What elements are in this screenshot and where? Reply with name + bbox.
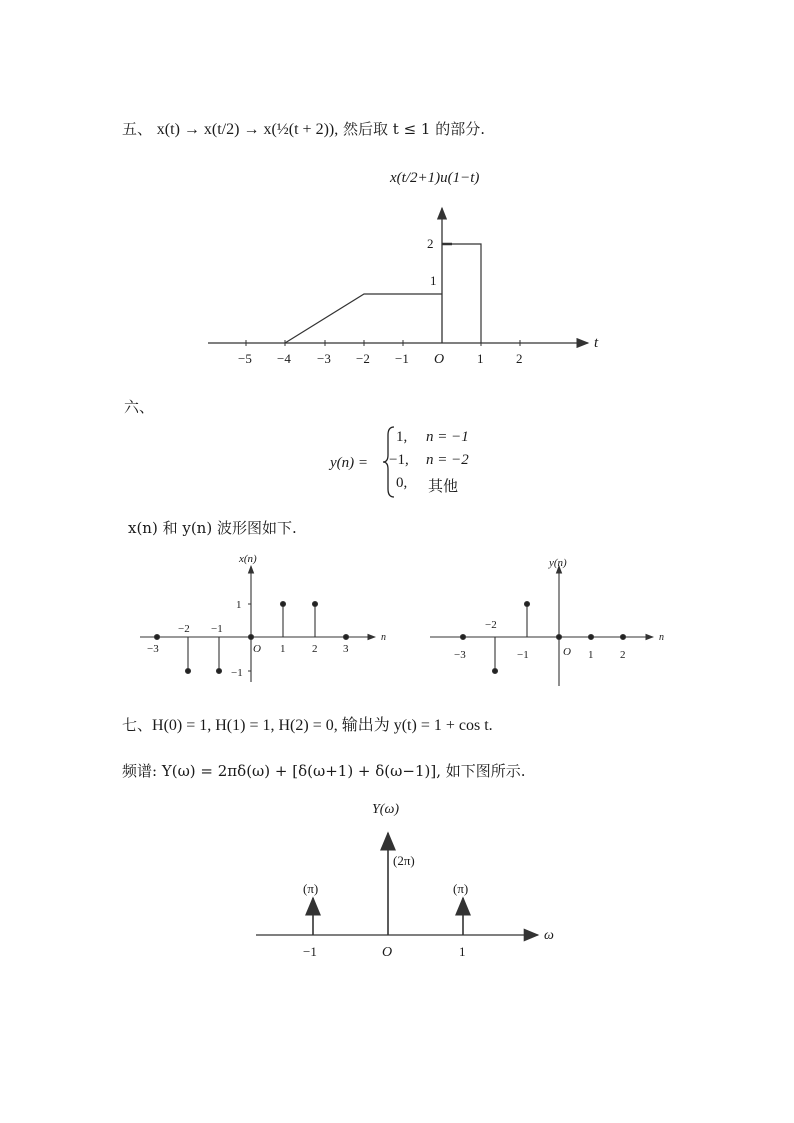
stem-dot: [525, 602, 530, 607]
fig1-xtick: −2: [356, 351, 370, 366]
yn-tick: 2: [620, 649, 626, 661]
spectrum-xlabel: ω: [544, 928, 554, 943]
section6-heading: 六、: [124, 398, 155, 416]
yn-tick: −3: [454, 649, 466, 661]
yn-ylabel: y(n): [549, 557, 567, 569]
section5-line: [122, 118, 485, 139]
stem-dot: [186, 669, 191, 674]
stem-dot: [461, 635, 466, 640]
yn-origin: O: [563, 646, 571, 658]
stem-dot: [249, 635, 254, 640]
spectrum-tick: −1: [303, 944, 317, 959]
xn-origin: O: [253, 643, 261, 655]
spectrum-origin: O: [382, 945, 393, 960]
case-value: −1,: [389, 452, 409, 468]
cases-table: [389, 429, 506, 498]
case-value: 1,: [396, 429, 408, 445]
spectrum-ylabel: Y(ω): [372, 802, 399, 817]
section5-expr: x(t) → x(t/2) → x(½(t + 2)),: [156, 121, 339, 138]
xn-tick: −1: [211, 623, 223, 635]
section5-suffix: 然后取 t ≤ 1 的部分.: [343, 120, 485, 138]
xn-tick: −3: [147, 643, 159, 655]
fig1-xtick: −5: [238, 351, 252, 366]
fig1-xtick: −1: [395, 351, 409, 366]
fig1-ytick-2: 2: [427, 236, 434, 251]
section7-system-response: H(0) = 1, H(1) = 1, H(2) = 0, 输出为 y(t) = 1 + cos t.: [152, 717, 493, 734]
fig1-xtick: 1: [477, 351, 484, 366]
fig1-origin: O: [434, 352, 445, 367]
xn-tick: 1: [280, 643, 286, 655]
spectrum-tick: 1: [459, 944, 466, 959]
fig1-ytick-1: 1: [430, 273, 437, 288]
stem-dot: [344, 635, 349, 640]
yn-tick: −2: [485, 619, 497, 631]
case-row: [396, 429, 506, 452]
fig1-step-segment: [442, 244, 481, 343]
xn-tick: 3: [343, 643, 349, 655]
case-condition: 其他: [428, 477, 459, 495]
case-row: [389, 452, 506, 475]
section7-prefix: 七、: [122, 716, 153, 734]
section6-caption: x(n) 和 y(n) 波形图如下.: [128, 519, 297, 537]
figure-1-piecewise-plot: [190, 160, 610, 375]
yn-tick: −1: [517, 649, 529, 661]
impulse-center-label: (2π): [393, 853, 415, 868]
xn-ytick-pos: 1: [236, 599, 242, 611]
case-row: [396, 475, 506, 498]
figure-xn-stem-plot: [135, 548, 395, 688]
y-lhs: y(n) =: [330, 455, 369, 471]
fig1-xlabel: t: [594, 335, 599, 351]
figure-yn-stem-plot: [425, 548, 680, 690]
stem-dot: [281, 602, 286, 607]
stem-dot: [493, 669, 498, 674]
case-condition: n = −2: [426, 452, 469, 468]
case-condition: n = −1: [426, 429, 469, 445]
stem-dot: [557, 635, 562, 640]
stem-dot: [155, 635, 160, 640]
stem-dot: [313, 602, 318, 607]
fig1-xtick: −4: [277, 351, 291, 366]
fig1-ylabel: x(t/2+1)u(1−t): [390, 170, 480, 186]
section7-line2: 频谱: Y(ω) = 2πδ(ω) + [δ(ω+1) + δ(ω−1)], 如下图所示.: [122, 762, 526, 780]
xn-tick: −2: [178, 623, 190, 635]
stem-dot: [621, 635, 626, 640]
section7-line1: [122, 712, 493, 735]
xn-tick: 2: [312, 643, 318, 655]
yn-xlabel: n: [659, 632, 664, 643]
stem-dot: [589, 635, 594, 640]
fig1-ramp-segment: [285, 294, 442, 343]
fig1-xtick: −3: [317, 351, 331, 366]
yn-tick: 1: [588, 649, 594, 661]
stem-dot: [217, 669, 222, 674]
xn-ytick-neg: −1: [231, 667, 243, 679]
figure-spectrum-plot: [250, 795, 570, 970]
case-value: 0,: [396, 475, 408, 491]
impulse-right-label: (π): [453, 881, 469, 896]
impulse-left-label: (π): [303, 881, 319, 896]
section5-prefix: 五、: [122, 120, 153, 138]
xn-xlabel: n: [381, 632, 386, 643]
fig1-xtick: 2: [516, 351, 523, 366]
xn-ylabel: x(n): [239, 553, 257, 565]
